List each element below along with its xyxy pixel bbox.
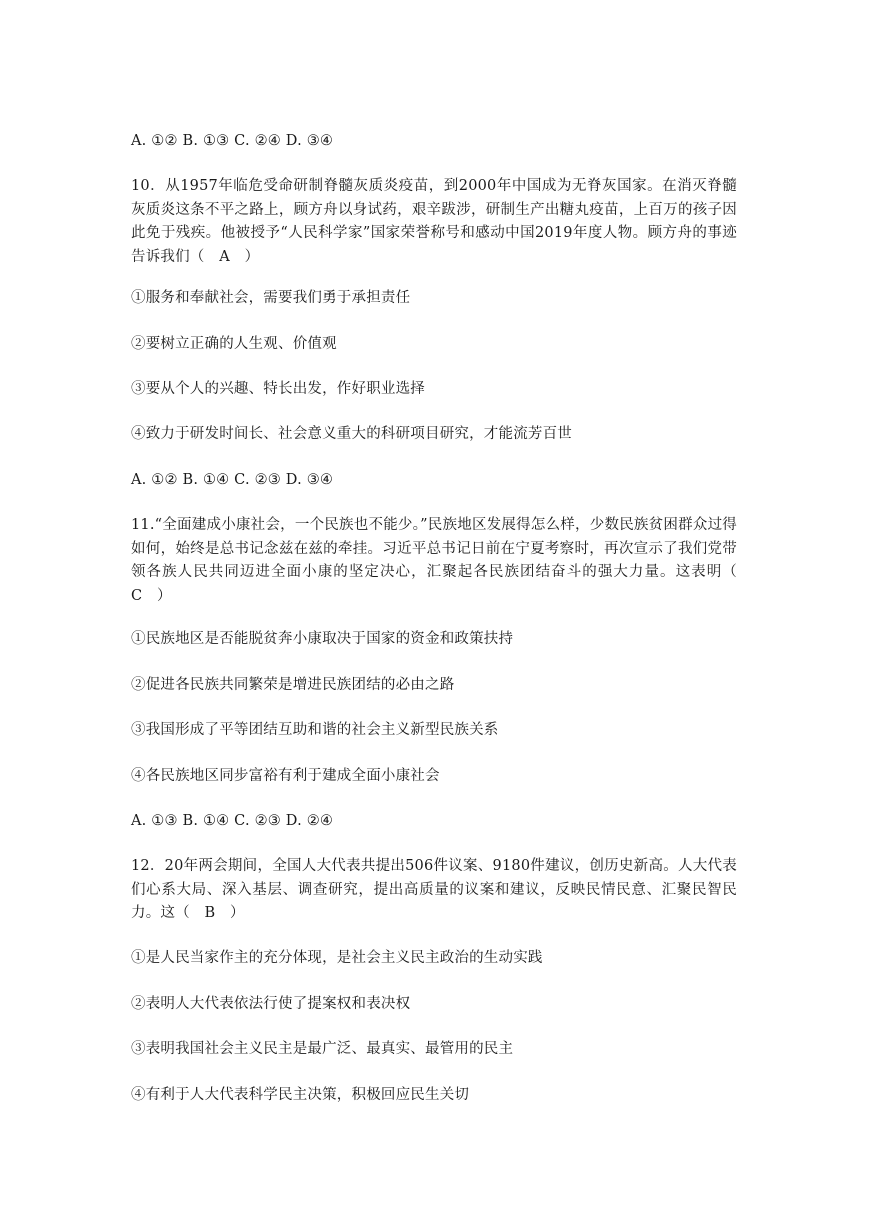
q10-statement-3: ③要从个人的兴趣、特长出发，作好职业选择 [131, 381, 425, 397]
q12-statement-2: ②表明人大代表依法行使了提案权和表决权 [131, 996, 411, 1012]
q11-statement-2: ②促进各民族共同繁荣是增进民族团结的必由之路 [131, 677, 455, 693]
q12-question-stem: 12．20年两会期间，全国人大代表共提出506件议案、9180件建议，创历史新高。人大代表们心系大局、深入基层、调查研究，提出高质量的议案和建议，反映民情民意、汇聚民智民力。这（ B ） [131, 858, 737, 921]
q10-statement-1: ①服务和奉献社会，需要我们勇于承担责任 [131, 290, 411, 306]
q11-question-stem: 11.“全面建成小康社会，一个民族也不能少。”民族地区发展得怎么样，少数民族贫困群众过得如何，始终是总书记念兹在兹的牵挂。习近平总书记日前在宁夏考察时，再次宣示了我们党带领各族人民共同迈进全面小康的坚定决心，汇聚起各民族团结奋斗的强大力量。这表明（ C ） [131, 517, 752, 604]
q11-statement-1: ①民族地区是否能脱贫奔小康取决于国家的资金和政策扶持 [131, 631, 514, 647]
q12-statement-3: ③表明我国社会主义民主是最广泛、最真实、最管用的民主 [131, 1041, 514, 1057]
q11-answer-options: A. ①③ B. ①④ C. ②③ D. ②④ [131, 813, 334, 829]
q12-statement-4: ④有利于人大代表科学民主决策，积极回应民生关切 [131, 1087, 470, 1103]
q12-statement-1: ①是人民当家作主的充分体现，是社会主义民主政治的生动实践 [131, 950, 543, 966]
q10-question-stem: 10．从1957年临危受命研制脊髓灰质炎疫苗，到2000年中国成为无脊灰国家。在消灭脊髓灰质炎这条不平之路上，顾方舟以身试药，艰辛跋涉，研制生产出糖丸疫苗，上百万的孩子因此免于残疾。他被授予“人民科学家”国家荣誉称号和感动中国2019年度人物。顾方舟的事迹告诉我们（ A ） [131, 178, 737, 265]
q10-statement-4: ④致力于研发时间长、社会意义重大的科研项目研究，才能流芳百世 [131, 426, 572, 442]
q10-statement-2: ②要树立正确的人生观、价值观 [131, 336, 337, 352]
q10-answer-options: A. ①② B. ①④ C. ②③ D. ③④ [131, 472, 334, 488]
q11-statement-4: ④各民族地区同步富裕有利于建成全面小康社会 [131, 768, 440, 784]
q9-answer-options: A. ①② B. ①③ C. ②④ D. ③④ [131, 133, 334, 149]
q11-statement-3: ③我国形成了平等团结互助和谐的社会主义新型民族关系 [131, 722, 499, 738]
